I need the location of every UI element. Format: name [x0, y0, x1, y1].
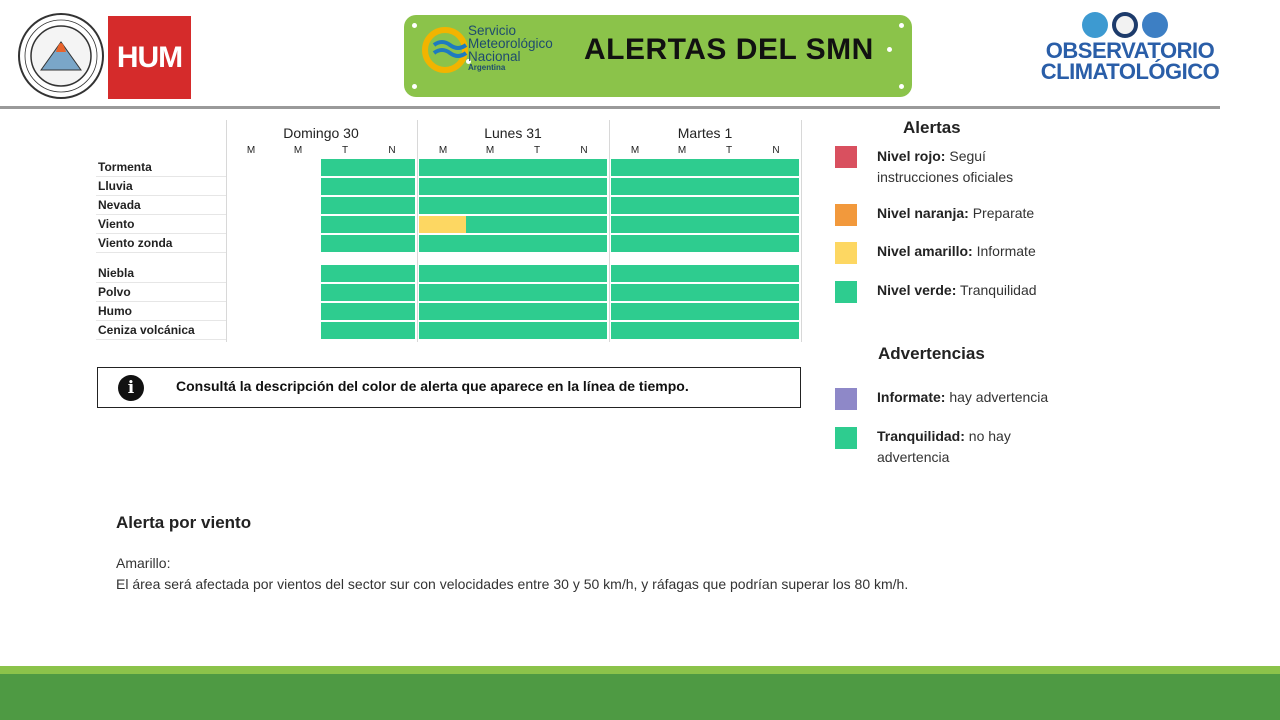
- column-divider: [801, 120, 802, 342]
- alert-cell-green: [752, 265, 799, 282]
- alert-timeline-table: [96, 120, 802, 344]
- row-label: Niebla: [98, 266, 135, 280]
- alert-cell-green: [560, 322, 607, 339]
- legend-item-name: Nivel rojo:: [877, 148, 946, 164]
- legend-item-desc: Tranquilidad: [960, 282, 1037, 298]
- smn-logo-icon: [420, 25, 470, 75]
- alert-cell-green: [705, 322, 752, 339]
- column-divider: [417, 120, 418, 342]
- alert-cell-green: [466, 303, 513, 320]
- alert-cell-green: [752, 159, 799, 176]
- row-divider: [96, 214, 226, 215]
- row-divider: [96, 176, 226, 177]
- alert-cell-green: [752, 303, 799, 320]
- alert-cell-green: [611, 235, 658, 252]
- row-divider: [96, 301, 226, 302]
- alert-cell-green: [560, 265, 607, 282]
- observatorio-line2: CLIMATOLÓGICO: [1040, 59, 1220, 84]
- row-divider: [96, 195, 226, 196]
- alert-cell-green: [466, 265, 513, 282]
- alert-cell-yellow: [419, 216, 466, 233]
- alert-cell-green: [513, 322, 560, 339]
- alert-cell-green: [752, 178, 799, 195]
- slot-header: M: [630, 145, 640, 156]
- slot-header: M: [485, 145, 495, 156]
- column-divider: [609, 120, 610, 342]
- legend-item-rojo: [877, 146, 1013, 188]
- row-label: Lluvia: [98, 179, 133, 193]
- info-box: [97, 367, 801, 408]
- slot-header: M: [246, 145, 256, 156]
- row-divider: [96, 339, 226, 340]
- smn-country: Argentina: [468, 63, 506, 72]
- alert-cell-green: [705, 178, 752, 195]
- alert-cell-green: [658, 303, 705, 320]
- smn-name: [468, 24, 553, 63]
- legend-swatch-amarillo: [835, 242, 857, 264]
- legend-item-desc: Informate: [976, 243, 1036, 259]
- alert-cell-green: [513, 178, 560, 195]
- legend-swatch-tranquilidad: [835, 427, 857, 449]
- alert-cell-green: [560, 178, 607, 195]
- row-label: Humo: [98, 304, 132, 318]
- column-divider: [226, 120, 227, 342]
- alert-cell-green: [368, 265, 415, 282]
- alert-cell-green: [368, 197, 415, 214]
- row-label: Ceniza volcánica: [98, 323, 195, 337]
- alert-cell-green: [321, 322, 368, 339]
- footer-accent: [0, 666, 1280, 674]
- alert-cell-green: [321, 235, 368, 252]
- legend-swatch-rojo: [835, 146, 857, 168]
- alert-cell-green: [705, 216, 752, 233]
- row-divider: [96, 282, 226, 283]
- alertas-legend-title: Alertas: [903, 118, 961, 137]
- alert-cell-green: [611, 322, 658, 339]
- alert-cell-green: [705, 159, 752, 176]
- alert-cell-green: [658, 284, 705, 301]
- alert-cell-green: [368, 216, 415, 233]
- slot-header: N: [388, 145, 396, 156]
- row-divider: [96, 252, 226, 253]
- slot-header: M: [438, 145, 448, 156]
- alert-cell-green: [368, 303, 415, 320]
- slot-header: T: [725, 145, 733, 156]
- smn-name-line: Nacional: [468, 49, 521, 64]
- alert-cell-green: [513, 216, 560, 233]
- unca-logo: [16, 12, 106, 100]
- alert-cell-green: [560, 284, 607, 301]
- alert-cell-green: [752, 216, 799, 233]
- legend-item-name: Nivel verde:: [877, 282, 957, 298]
- observatorio-logo: [1040, 10, 1220, 85]
- alert-cell-green: [560, 235, 607, 252]
- alert-cell-green: [513, 284, 560, 301]
- alert-cell-green: [752, 197, 799, 214]
- row-label: Viento: [98, 217, 135, 231]
- header-divider: [0, 106, 1220, 109]
- hum-logo-text: HUM: [116, 40, 183, 74]
- alert-cell-green: [419, 235, 466, 252]
- alert-cell-green: [368, 159, 415, 176]
- alert-cell-green: [368, 235, 415, 252]
- alert-cell-green: [419, 322, 466, 339]
- alert-cell-green: [658, 265, 705, 282]
- alert-cell-green: [466, 178, 513, 195]
- alert-cell-green: [611, 216, 658, 233]
- slot-header: N: [580, 145, 588, 156]
- slot-header: N: [772, 145, 780, 156]
- alert-cell-green: [705, 265, 752, 282]
- alert-cell-green: [513, 303, 560, 320]
- legend-item-desc: hay advertencia: [949, 389, 1049, 405]
- alert-cell-green: [466, 197, 513, 214]
- alert-detail-level: Amarillo:: [116, 555, 171, 571]
- alert-cell-green: [705, 303, 752, 320]
- info-icon: i: [118, 375, 144, 401]
- smn-name-line: Servicio: [468, 23, 517, 38]
- legend-item-verde: [877, 280, 1037, 301]
- legend-item-desc: Seguí: [949, 148, 986, 164]
- alert-detail-title: Alerta por viento: [116, 513, 252, 532]
- row-label: Viento zonda: [98, 236, 173, 250]
- alert-cell-green: [658, 197, 705, 214]
- legend-item-name: Nivel amarillo:: [877, 243, 973, 259]
- alert-cell-green: [419, 197, 466, 214]
- legend-item-name: Nivel naranja:: [877, 205, 969, 221]
- smn-name-line: Meteorológico: [468, 36, 553, 51]
- alert-cell-green: [752, 284, 799, 301]
- alert-cell-green: [752, 235, 799, 252]
- alert-cell-green: [611, 178, 658, 195]
- legend-item-tranquilidad: [877, 426, 1011, 468]
- row-label: Tormenta: [98, 160, 152, 174]
- alert-cell-green: [466, 159, 513, 176]
- alert-cell-green: [658, 235, 705, 252]
- alert-cell-green: [321, 178, 368, 195]
- alert-cell-green: [419, 265, 466, 282]
- alert-cell-green: [513, 159, 560, 176]
- alert-cell-green: [611, 284, 658, 301]
- alert-cell-green: [321, 284, 368, 301]
- row-label: Polvo: [98, 285, 131, 299]
- legend-item-desc: no hay: [968, 428, 1011, 444]
- page-title: ALERTAS DEL SMN: [584, 33, 874, 66]
- alert-detail-description: El área será afectada por vientos del sector sur con velocidades entre 30 y 50 km/h, y ráfagas que podrían superar los 80 km/h.: [116, 576, 909, 592]
- alert-cell-green: [560, 303, 607, 320]
- alert-cell-green: [705, 284, 752, 301]
- legend-item-informate: [877, 387, 1048, 408]
- alert-cell-green: [658, 216, 705, 233]
- alert-cell-green: [611, 303, 658, 320]
- alert-cell-green: [466, 284, 513, 301]
- slot-header: M: [293, 145, 303, 156]
- alert-cell-green: [419, 303, 466, 320]
- alert-cell-green: [466, 235, 513, 252]
- alert-cell-green: [611, 265, 658, 282]
- legend-item-name: Tranquilidad:: [877, 428, 965, 444]
- legend-item-naranja: [877, 203, 1034, 224]
- alert-cell-green: [658, 322, 705, 339]
- slot-header: T: [341, 145, 349, 156]
- alert-cell-green: [321, 303, 368, 320]
- footer-bar: [0, 666, 1280, 720]
- legend-item-amarillo: [877, 241, 1036, 262]
- row-label: Nevada: [98, 198, 141, 212]
- row-divider: [96, 320, 226, 321]
- alert-cell-green: [752, 322, 799, 339]
- alert-cell-green: [513, 197, 560, 214]
- alert-cell-green: [419, 178, 466, 195]
- hum-logo: [108, 16, 191, 99]
- alert-cell-green: [321, 216, 368, 233]
- legend-swatch-naranja: [835, 204, 857, 226]
- alert-cell-green: [513, 265, 560, 282]
- alert-cell-green: [321, 197, 368, 214]
- alert-cell-green: [368, 178, 415, 195]
- alert-cell-green: [368, 284, 415, 301]
- day-header: Martes 1: [677, 125, 733, 141]
- info-text: Consultá la descripción del color de alerta que aparece en la línea de tiempo.: [176, 378, 689, 394]
- advertencias-legend-title: Advertencias: [878, 344, 985, 363]
- slot-header: T: [533, 145, 541, 156]
- observatorio-line1: OBSERVATORIO: [1045, 38, 1215, 63]
- legend-item-desc: advertencia: [877, 449, 950, 465]
- alert-cell-green: [466, 216, 513, 233]
- alert-cell-green: [368, 322, 415, 339]
- alert-cell-green: [560, 159, 607, 176]
- alert-cell-green: [658, 159, 705, 176]
- alert-cell-green: [658, 178, 705, 195]
- alert-cell-green: [611, 197, 658, 214]
- legend-item-name: Informate:: [877, 389, 946, 405]
- alert-cell-green: [560, 197, 607, 214]
- alert-cell-green: [419, 284, 466, 301]
- day-header: Lunes 31: [484, 125, 542, 141]
- legend-swatch-informate: [835, 388, 857, 410]
- legend-item-desc: Preparate: [972, 205, 1035, 221]
- alert-cell-green: [705, 197, 752, 214]
- alert-cell-green: [705, 235, 752, 252]
- observatorio-emblem-icon: [1080, 10, 1180, 40]
- alert-cell-green: [611, 159, 658, 176]
- day-header: Domingo 30: [283, 125, 359, 141]
- slot-header: M: [677, 145, 687, 156]
- row-divider: [96, 233, 226, 234]
- alert-cell-green: [560, 216, 607, 233]
- alert-cell-green: [321, 265, 368, 282]
- legend-item-desc: instrucciones oficiales: [877, 169, 1014, 185]
- alert-cell-green: [466, 322, 513, 339]
- alert-cell-green: [513, 235, 560, 252]
- alert-cell-green: [321, 159, 368, 176]
- alert-cell-green: [419, 159, 466, 176]
- legend-swatch-verde: [835, 281, 857, 303]
- smn-banner: [404, 15, 912, 97]
